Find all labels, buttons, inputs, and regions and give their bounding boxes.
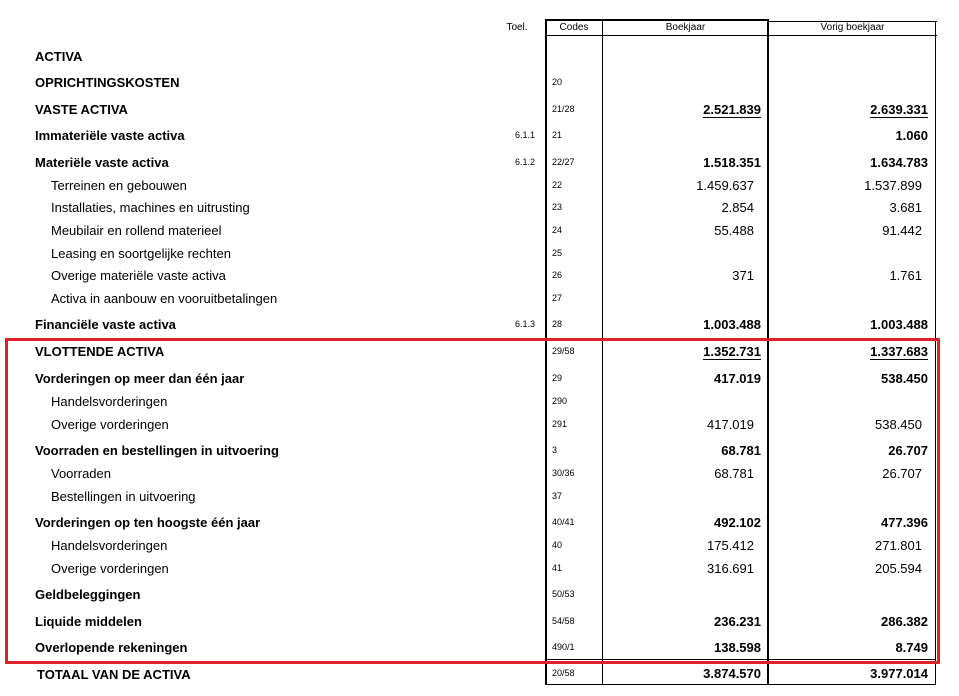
- row-value-vorig: [771, 102, 928, 117]
- row-overige-materiele: [0, 264, 959, 284]
- value-text: 2.521.839: [703, 102, 761, 117]
- row-materiele-vaste-activa: [0, 151, 959, 171]
- row-voorraden: [0, 462, 959, 482]
- row-value-boekjaar: 175.412: [707, 538, 754, 553]
- row-code: 40: [552, 540, 563, 550]
- row-value-boekjaar: 371: [732, 268, 754, 283]
- row-code: 20: [552, 77, 563, 87]
- row-handelsvorderingen-1: [0, 390, 959, 410]
- row-code: 30/36: [552, 468, 575, 478]
- value-text: 2.639.331: [870, 102, 928, 117]
- row-code: 24: [552, 225, 563, 235]
- row-label: Overige vorderingen: [51, 417, 169, 432]
- row-label: Immateriële vaste activa: [35, 128, 185, 143]
- row-value-boekjaar: 2.854: [721, 200, 754, 215]
- row-value-vorig: 3.681: [889, 200, 922, 215]
- row-code: 29/58: [552, 346, 575, 356]
- row-value-vorig: 26.707: [882, 466, 922, 481]
- row-toel: 6.1.2: [514, 157, 535, 167]
- row-value-vorig: 477.396: [881, 515, 928, 530]
- row-overige-vorderingen-2: [0, 557, 959, 577]
- row-label: Installaties, machines en uitrusting: [51, 200, 250, 215]
- row-oprichtingskosten: [0, 71, 959, 91]
- row-label: Terreinen en gebouwen: [51, 178, 187, 193]
- header-top-border-right: [768, 21, 937, 22]
- row-value-boekjaar: [604, 344, 761, 359]
- total-value-vorig: 3.977.014: [870, 666, 928, 681]
- row-label: VASTE ACTIVA: [35, 102, 128, 117]
- row-overige-vorderingen-1: [0, 413, 959, 433]
- header-top-border: [545, 19, 769, 21]
- row-label: Materiële vaste activa: [35, 155, 169, 170]
- row-value-boekjaar: 492.102: [714, 515, 761, 530]
- row-code: 22/27: [552, 157, 575, 167]
- value-text: 1.352.731: [703, 344, 761, 359]
- row-terreinen: [0, 174, 959, 194]
- row-label: Leasing en soortgelijke rechten: [51, 246, 231, 261]
- total-code: 20/58: [552, 668, 575, 678]
- row-value-vorig: 1.634.783: [870, 155, 928, 170]
- row-value-vorig: 91.442: [882, 223, 922, 238]
- header-bottom-border: [545, 35, 937, 36]
- row-label: Handelsvorderingen: [51, 538, 168, 553]
- row-value-vorig: 538.450: [881, 371, 928, 386]
- row-value-boekjaar: 138.598: [714, 640, 761, 655]
- row-voorraden-bestellingen: [0, 439, 959, 459]
- row-value-vorig: 8.749: [895, 640, 928, 655]
- row-vorderingen-meer-dan-een-jaar: [0, 367, 959, 387]
- row-value-vorig: 205.594: [875, 561, 922, 576]
- row-label: Activa in aanbouw en vooruitbetalingen: [51, 291, 278, 306]
- row-financiele-vaste-activa: [0, 313, 959, 333]
- row-value-boekjaar: 68.781: [721, 443, 761, 458]
- header-codes: Codes: [559, 22, 589, 33]
- header-vorig-boekjaar: Vorig boekjaar: [820, 22, 885, 33]
- row-label: Vorderingen op meer dan één jaar: [35, 371, 245, 386]
- row-vorderingen-ten-hoogste-een-jaar: [0, 511, 959, 531]
- row-code: 23: [552, 202, 563, 212]
- value-text: 1.337.683: [870, 344, 928, 359]
- row-code: 290: [552, 396, 568, 406]
- row-code: 40/41: [552, 517, 575, 527]
- row-value-vorig: 1.537.899: [864, 178, 922, 193]
- row-label: Handelsvorderingen: [51, 394, 168, 409]
- row-code: 490/1: [552, 642, 575, 652]
- row-label: Vorderingen op ten hoogste één jaar: [35, 515, 261, 530]
- row-value-boekjaar: 1.003.488: [703, 317, 761, 332]
- row-label: Liquide middelen: [35, 614, 142, 629]
- row-label: VLOTTENDE ACTIVA: [35, 344, 165, 359]
- row-overlopende-rekeningen: [0, 636, 959, 656]
- row-code: 41: [552, 563, 563, 573]
- row-label: Overlopende rekeningen: [35, 640, 188, 655]
- row-value-boekjaar: 316.691: [707, 561, 754, 576]
- row-code: 21/28: [552, 104, 575, 114]
- row-code: 21: [552, 130, 563, 140]
- row-activa-in-aanbouw: [0, 287, 959, 307]
- row-vaste-activa: [0, 98, 959, 118]
- row-code: 27: [552, 293, 563, 303]
- row-code: 29: [552, 373, 563, 383]
- row-value-vorig: 1.060: [895, 128, 928, 143]
- row-bestellingen: [0, 485, 959, 505]
- row-label: Meubilair en rollend materieel: [51, 223, 222, 238]
- row-code: 3: [552, 445, 558, 455]
- row-meubilair: [0, 219, 959, 239]
- row-label: Overige materiële vaste activa: [51, 268, 226, 283]
- row-value-vorig: 1.003.488: [870, 317, 928, 332]
- total-label: TOTAAL VAN DE ACTIVA: [37, 667, 191, 682]
- header-toel: Toel.: [506, 22, 528, 33]
- row-code: 22: [552, 180, 563, 190]
- row-value-boekjaar: [604, 102, 761, 117]
- row-code: 28: [552, 319, 563, 329]
- row-geldbeleggingen: [0, 583, 959, 603]
- row-code: 50/53: [552, 589, 575, 599]
- row-activa: [0, 45, 959, 65]
- row-immateriele-vaste-activa: [0, 124, 959, 144]
- row-code: 25: [552, 248, 563, 258]
- row-toel: 6.1.1: [514, 130, 535, 140]
- row-handelsvorderingen-2: [0, 534, 959, 554]
- row-value-boekjaar: 68.781: [714, 466, 754, 481]
- row-label: Voorraden en bestellingen in uitvoering: [35, 443, 279, 458]
- row-value-boekjaar: 417.019: [714, 371, 761, 386]
- row-vlottende-activa: [0, 340, 959, 360]
- row-leasing: [0, 242, 959, 262]
- row-value-boekjaar: 417.019: [707, 417, 754, 432]
- row-label: Overige vorderingen: [51, 561, 169, 576]
- header-boekjaar: Boekjaar: [665, 22, 706, 33]
- row-label: Financiële vaste activa: [35, 317, 176, 332]
- row-label: Voorraden: [51, 466, 111, 481]
- row-value-boekjaar: 236.231: [714, 614, 761, 629]
- row-value-vorig: 26.707: [888, 443, 928, 458]
- row-totaal-van-de-activa: [0, 660, 959, 686]
- row-value-boekjaar: 1.459.637: [696, 178, 754, 193]
- total-value-boekjaar: 3.874.570: [703, 666, 761, 681]
- row-liquide-middelen: [0, 610, 959, 630]
- row-code: 54/58: [552, 616, 575, 626]
- row-value-boekjaar: 1.518.351: [703, 155, 761, 170]
- row-value-vorig: 286.382: [881, 614, 928, 629]
- row-label: Geldbeleggingen: [35, 587, 141, 602]
- row-installaties: [0, 196, 959, 216]
- row-code: 37: [552, 491, 563, 501]
- row-value-vorig: 271.801: [875, 538, 922, 553]
- row-toel: 6.1.3: [514, 319, 535, 329]
- row-value-boekjaar: 55.488: [714, 223, 754, 238]
- row-label: ACTIVA: [35, 49, 83, 64]
- row-value-vorig: [771, 344, 928, 359]
- row-code: 291: [552, 419, 568, 429]
- row-value-vorig: 538.450: [875, 417, 922, 432]
- row-label: OPRICHTINGSKOSTEN: [35, 75, 180, 90]
- row-value-vorig: 1.761: [889, 268, 922, 283]
- row-label: Bestellingen in uitvoering: [51, 489, 196, 504]
- row-code: 26: [552, 270, 563, 280]
